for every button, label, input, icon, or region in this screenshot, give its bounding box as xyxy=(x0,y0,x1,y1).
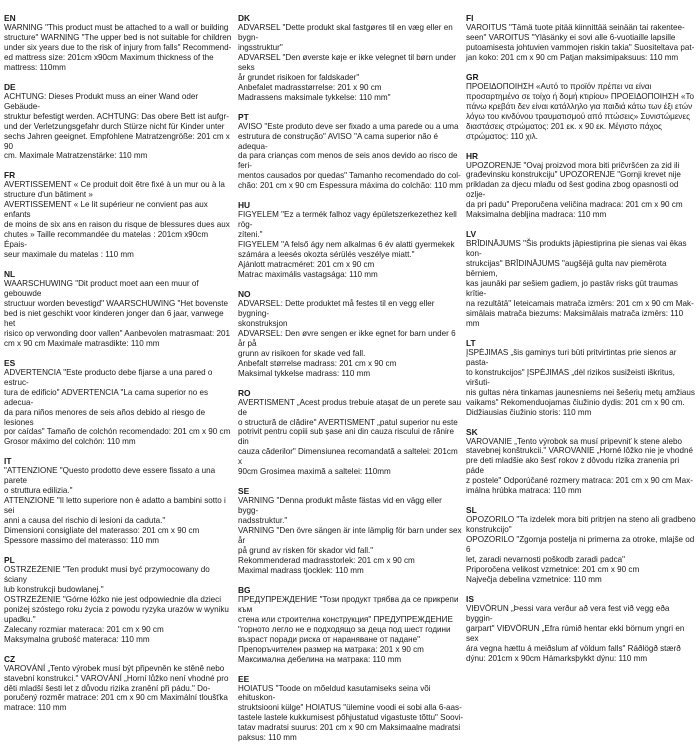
language-block-no xyxy=(238,289,464,379)
language-code: EE xyxy=(238,673,250,684)
warning-text: WARNING "This product must be attached to a wall or building structure" WARNING "The upper bed is not suitable for children under six years due to the risk of injury from falls" Recommend- ed mattress size: 201cm x90cm Maximum thickness of the mattress: 110mm xyxy=(4,23,232,72)
warning-text: AVERTISSEMENT « Ce produit doit être fixé à un mur ou à la structure d'un bâtiment » AVERTISSEMENT « Le lit supérieur ne convient pas aux enfants de moins de six ans en raison du risque de blessures dues aux chutes » Taille recommandée du matelas : 201cm x90cm Épais- seur maximale du matelas : 110 mm xyxy=(4,180,230,260)
warning-text: WAARSCHUWING "Dit product moet aan een muur of gebouwde structuur worden bevestigd" WAARSCHUWING "Het bovenste bed is niet geschikt voor kinderen jonger dan 6 jaar, vanwege het risico op verwonding door vallen" Aanbevolen matrasmaat: 201 cm x 90 cm Maximale matrasdikte: 110 mm xyxy=(4,279,231,348)
warning-text: ADVARSEL: Dette produktet må festes til en vegg eller bygning- skonstruksjon ADVARSEL: Den øvre sengen er ikke egnet for barn under 6 år på grunn av risikoen for skade ved fall. Anbefalt størrelse madrass: 201 cm x 90 cm Maksimal tykkelse madrass: 110 mm xyxy=(238,298,456,378)
language-code: NO xyxy=(238,288,251,299)
language-code: PT xyxy=(238,111,249,122)
language-code: PL xyxy=(4,554,15,565)
warning-text: VAROVÁNÍ „Tento výrobek musí být připevněn ke stěně nebo stavební konstrukci." VAROVÁNÍ „Horní lůžko není vhodné pro děti mladší šesti let z důvodu rizika zranění při pádu." Do- poručený rozměr matrace: 201 cm x 90 cm Maximální tloušťka matrace: 110 mm xyxy=(4,663,229,713)
language-code: RO xyxy=(238,387,251,398)
language-block-ee xyxy=(238,674,464,744)
language-block-is xyxy=(466,594,696,664)
language-code: DE xyxy=(4,81,16,92)
language-code: NL xyxy=(4,269,16,280)
language-code: HU xyxy=(238,200,251,211)
warning-text: ПРЕДУПРЕЖДЕНИЕ "Този продукт трябва да се прикрепи към стена или строителна конструкция" ПРЕДУПРЕЖДЕНИЕ "горното легло не е подходящо за деца под шест години възраст поради риска от нараняване от падане" Препоръчителен размер на матрака: 201 x 90 cm Максимална дебелина на матрака: 110 mm xyxy=(238,594,459,664)
language-block-fr xyxy=(4,170,232,260)
warning-text: UPOZORENJE "Ovaj proizvod mora biti pričvršćen za zid ili građevinsku konstrukciju" UPOZORENJE "Gornji krevet nije prikladan za djecu mlađu od šest godina zbog opasnosti od ozlje- da pri padu" Preporučena veličina madraca: 201 cm x 90 cm Maksimalna debljina madraca: 110 mm xyxy=(466,160,683,220)
warning-text: VIÐVÖRUN „Þessi vara verður að vera fest við vegg eða byggin- garpart" VIÐVÖRUN „Efra rúmið hentar ekki börnum yngri en sex ára vegna hættu á meiðslum af völdum falls" Ráðlögð stærð dýnu: 201cm x 90cm Hámarksþykkt dýnu: 110 mm xyxy=(466,603,685,663)
language-code: FI xyxy=(466,13,474,23)
warning-text: AVERTISMENT „Acest produs trebuie atașat de un perete sau de o structură de clădire" AVERTISMENT „patul superior nu este potrivit pentru copiii sub șase ani din cauza riscului de rănire din cauza căderilor" Dimensiunea recomandată a saltelei: 201cm x 90cm Grosimea maximă a saltelei: 110mm xyxy=(238,397,462,477)
language-block-pl xyxy=(4,555,232,645)
language-code: CZ xyxy=(4,653,16,664)
language-code: FR xyxy=(4,170,16,181)
language-block-lv xyxy=(466,229,696,329)
language-block-sk xyxy=(466,427,696,497)
language-code: SL xyxy=(466,505,477,516)
language-code: IS xyxy=(466,593,474,604)
language-block-bg xyxy=(238,585,464,665)
language-code: LT xyxy=(466,337,476,348)
language-block-dk xyxy=(238,13,464,103)
language-block-gr xyxy=(466,72,696,142)
language-code: LV xyxy=(466,229,477,240)
warning-text: VAROVANIE „Tento výrobok sa musí pripevniť k stene alebo stavebnej konštrukcii." VAROVANIE „Horné lôžko nie je vhodné pre deti mladšie ako šesť rokov z dôvodu rizika zranenia pri páde z postele" Odporúčané rozmery matraca: 201 cm x 90 cm Max- imálna hrúbka matraca: 110 mm xyxy=(466,436,694,496)
language-block-sl xyxy=(466,505,696,585)
language-block-hr xyxy=(466,151,696,221)
warning-text: "ATTENZIONE "Questo prodotto deve essere fissato a una parete o struttura edilizia." ATTENZIONE "Il letto superiore non è adatto a bambini sotto i sei anni a causa del rischio di lesioni da caduta." Dimensioni consigliate del materasso: 201 cm x 90 cm Spessore massimo del materasso: 110 mm xyxy=(4,466,226,546)
column-right xyxy=(466,13,696,673)
warning-text: ADVARSEL "Dette produkt skal fastgøres til en væg eller en bygn- ingsstruktur" ADVARSEL "Den øverste køje er ikke velegnet til børn under seks år grundet risikoen for faldskader" Anbefalet madrasstørrelse: 201 x 90 cm Madrassens maksimale tykkelse: 110 mm" xyxy=(238,23,456,102)
language-block-se xyxy=(238,486,464,576)
language-code: DK xyxy=(238,13,251,23)
language-block-fi xyxy=(466,13,696,63)
language-block-it xyxy=(4,456,232,546)
warning-text: OPOZORILO "Ta izdelek mora biti pritrjen na steno ali gradbeno konstrukcijo" OPOZORILO "Zgornja postelja ni primerna za otroke, mlajše od 6 let, zaradi nevarnosti poškodb zaradi padca" Priporočena velikost vzmetnice: 201 cm x 90 cm Največja debelina vzmetnice: 110 mm xyxy=(466,515,696,584)
language-block-ro xyxy=(238,388,464,478)
warning-text: VAROITUS "Tämä tuote pitää kiinnittää seinään tai rakentee- seen" VAROITUS "Yläsänky ei sovi alle 6-vuotiaille lapsille putoamisesta johtuvien vammojen riskin takia" Suositeltava pat- jan koko: 201 cm x 90 cm Patjan maksimipaksuus: 110 mm xyxy=(466,23,695,62)
language-code: SK xyxy=(466,426,478,437)
column-middle xyxy=(238,13,464,752)
language-block-es xyxy=(4,358,232,448)
language-code: HR xyxy=(466,150,479,161)
column-left xyxy=(4,13,232,722)
warning-text: BRĪDINĀJUMS "Šis produkts jāpiestiprina pie sienas vai ēkas kon- strukcijas" BRĪDINĀJUMS "augšējā gulta nav piemērota bērniem, kas jaunāki par sešiem gadiem, jo pastāv risks gūt traumas krītie- na rezultātā" Ieteicamais matrača izmērs: 201 cm x 90 cm Mak- simālais matrača biezums: Maksimālais matrača izmērs: 110 mm xyxy=(466,239,694,328)
language-code: GR xyxy=(466,71,479,82)
language-block-cz xyxy=(4,654,232,714)
language-block-lt xyxy=(466,338,696,418)
language-code: BG xyxy=(238,584,251,595)
warning-text: FIGYELEM "Ez a termék falhoz vagy épületszerkezethez kell rög- zíteni." FIGYELEM "A felső ágy nem alkalmas 6 év alatti gyermekek számára a leesés okozta sérülés veszélye miatt." Ajánlott matracméret: 201 cm x 90 cm Matrac maximális vastagsága: 110 mm xyxy=(238,210,457,280)
language-block-hu xyxy=(238,200,464,280)
language-code: EN xyxy=(4,13,16,23)
language-block-nl xyxy=(4,269,232,349)
language-block-pt xyxy=(238,112,464,192)
warning-text: HOIATUS "Toode on mõeldud kasutamiseks seina või ehituskon- struktsiooni külge" HOIATUS "ülemine voodi ei sobi alla 6-aas- tastele lastele kukkumisest põhjustatud vigastuste tõttu" Soovi- tatav madratsi suurus: 201 cm x 90 cm Maksimaalne madratsi paksus: 110 mm xyxy=(238,683,464,743)
warning-text: ĮSPĖJIMAS „šis gaminys turi būti pritvirtintas prie sienos ar pasta- to konstrukcijos" ĮSPĖJIMAS „dėl rizikos susižeisti iškritus, viršuti- nis gultas nėra tinkamas jaunesniems nei šešerių metų amžiaus vaikams" Rekomenduojamas čiužinio dydis: 201 cm x 90 cm. Didžiausias čiužinio storis: 110 mm xyxy=(466,347,695,417)
language-block-de xyxy=(4,82,232,162)
warning-text: OSTRZEŻENIE "Ten produkt musi być przymocowany do ściany lub konstrukcji budowlanej." OSTRZEŻENIE "Górne łóżko nie jest odpowiednie dla dzieci poniżej szóstego roku życia z powodu ryzyka urazów w wyniku upadku." Zalecany rozmiar materaca: 201 cm x 90 cm Maksymalna grubość materaca: 110 mm xyxy=(4,564,229,644)
language-code: IT xyxy=(4,456,12,467)
language-block-en xyxy=(4,13,232,73)
language-code: SE xyxy=(238,486,250,497)
warning-text: ADVERTENCIA "Este producto debe fijarse a una pared o estruc- tura de edificio" ADVERTENCIA "La cama superior no es adecua- da para niños menores de seis años debido al riesgo de lesiones por caídas" Tamaño de colchón recomendado: 201 cm x 90 cm Grosor máximo del colchón: 110 mm xyxy=(4,367,231,447)
language-code: ES xyxy=(4,357,16,368)
warning-text: ACHTUNG: Dieses Produkt muss an einer Wand oder Gebäude- struktur befestigt werden. ACHTUNG: Das obere Bett ist aufgr- und der Verletzungsgefahr durch Stürze nicht für Kinder unter sechs Jahren geeignet. Empfohlene Matratzengröße: 201 cm x 90 cm. Maximale Matratzenstärke: 110 mm xyxy=(4,91,230,161)
warning-text: AVISO "Este produto deve ser fixado a uma parede ou a uma estrutura de construção" AVISO "A cama superior não é adequa- da para crianças com menos de seis anos devido ao risco de feri- mentos causados por quedas" Tamanho recomendado do col- chão: 201 cm x 90 cm Espessura máxima do colchão: 110 mm xyxy=(238,121,463,191)
warning-text: VARNING "Denna produkt måste fästas vid en vägg eller bygg- nadsstruktur." VARNING "Den övre sängen är inte lämplig för barn under sex år på grund av risken för skador vid fall." Rekommenderad madrasstorlek: 201 cm x 90 cm Maximal madrass tjocklek: 110 mm xyxy=(238,496,462,575)
warning-text: ΠΡΟΕΙΔΟΠΟΙΗΣΗ «Αυτό το προϊόν πρέπει να είναι προσαρτημένο σε τοίχο ή δομή κτιρίου» ΠΡΟΕΙΔΟΠΟΙΗΣΗ «Το πάνω κρεβάτι δεν είναι κατάλληλο για παιδιά κάτω των έξι ετών λόγω του κινδύνου τραυματισμού από πτώσεις» Συνιστώμενες διαστάσεις στρώματος: 201 εκ. x 90 εκ. Μέγιστο πάχος στρώματος: 110 χιλ. xyxy=(466,81,695,141)
